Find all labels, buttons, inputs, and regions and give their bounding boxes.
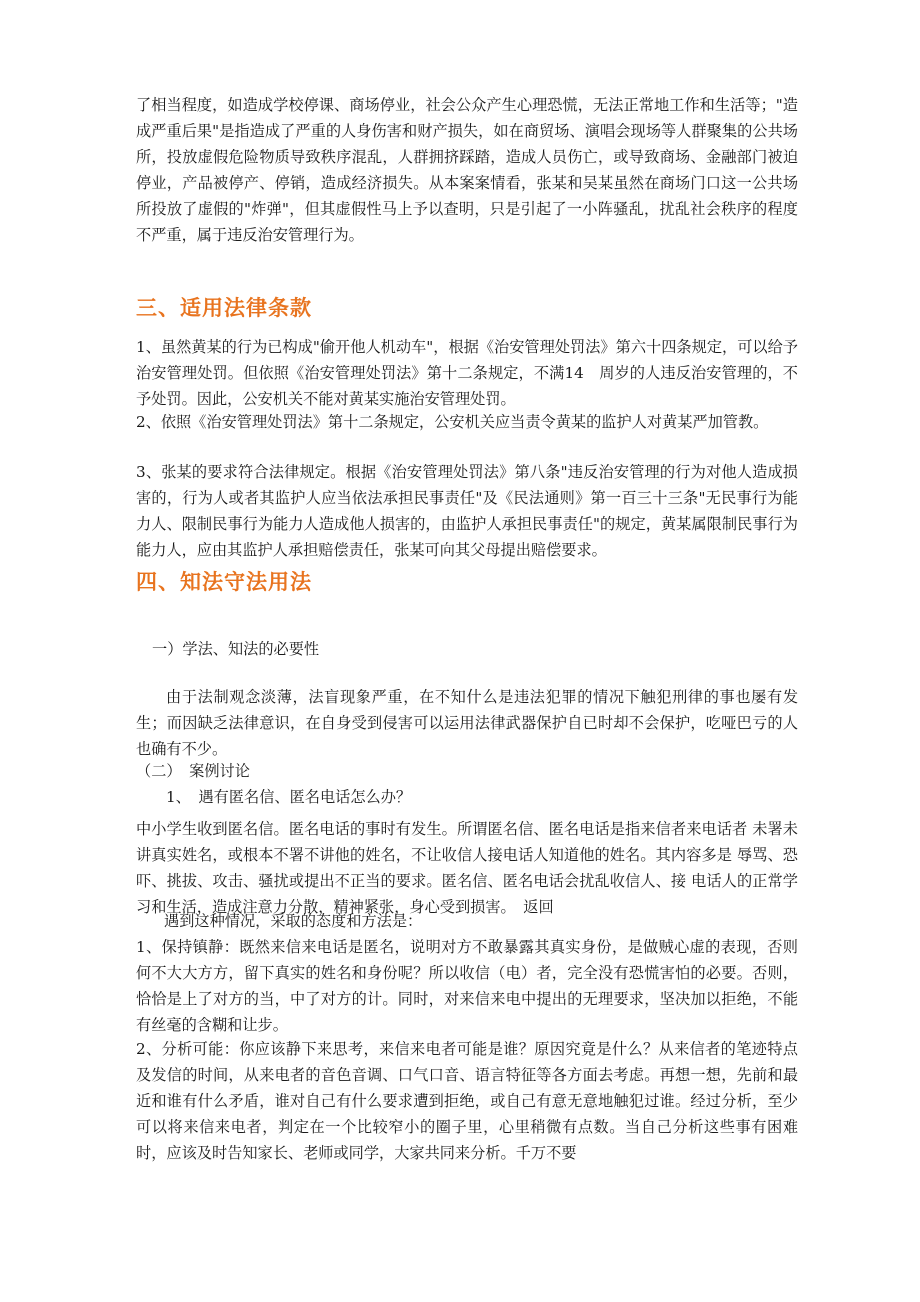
intro-paragraph: 了相当程度，如造成学校停课、商场停业，社会公众产生心理恐慌，无法正常地工作和生活等；"造成严重后果"是指造成了严重的人身伤害和财产损失，如在商贸场、演唱会现场等人群聚集的公共场所，投放虚假危险物质导致秩序混乱，人群拥挤踩踏，造成人员伤亡，或导致商场、金融部门被迫停业，产品被停产、停销，造成经济损失。从本案案情看，张某和吴某虽然在商场门口这一公共场所投放了虚假的"炸弹"，但其虚假性马上予以查明，只是引起了一小阵骚乱，扰乱社会秩序的程度不严重，属于违反治安管理行为。 (136, 96, 798, 244)
subsection1-paragraph: 由于法制观念淡薄，法盲现象严重，在不知什么是违法犯罪的情况下触犯刑律的事也屡有发生；而因缺乏法律意识，在自身受到侵害可以运用法律武器保护自已时却不会保护，吃哑巴亏的人也确有不少。 (136, 688, 798, 758)
section3-item-1: 1、虽然黄某的行为已构成"偷开他人机动车"，根据《治安管理处罚法》第六十四条规定，可以给予治安管理处罚。但依照《治安管理处罚法》第十二条规定，不满14 周岁的人违反治安管理的，不予处罚。因此，公安机关不能对黄某实施治安管理处罚。 (136, 338, 798, 408)
section4-heading: 四、知法守法用法 (136, 570, 312, 594)
section3-item-2: 2、依照《治安管理处罚法》第十二条规定，公安机关应当责令黄某的监护人对黄某严加管教。 (136, 413, 769, 431)
point-2: 2、分析可能：你应该静下来思考，来信来电者可能是谁？原因究竟是什么？从来信者的笔迹特点及发信的时间，从来电者的音色音调、口气口音、语言特征等各方面去考虑。再想一想，先前和最近和谁有什么矛盾，谁对自己有什么要求遭到拒绝，或自己有意无意地触犯过谁。经过分析，至少可以将来信来电者，判定在一个比较窄小的圈子里，心里稍微有点数。当自己分析这些事有困难时，应该及时告知家长、老师或同学，大家共同来分析。千万不要 (136, 1040, 798, 1162)
section3-item-3: 3、张某的要求符合法律规定。根据《治安管理处罚法》第八条"违反治安管理的行为对他人造成损害的，行为人或者其监护人应当依法承担民事责任"及《民法通则》第一百三十三条"无民事行为能力人、限制民事行为能力人造成他人损害的，由监护人承担民事责任"的规定，黄某属限制民事行为能力人，应由其监护人承担赔偿责任，张某可向其父母提出赔偿要求。 (136, 463, 798, 559)
subsection1-title: 一）学法、知法的必要性 (152, 640, 320, 658)
case1-paragraph: 中小学生收到匿名信。匿名电话的事时有发生。所谓匿名信、匿名电话是指来信者来电话者 未署未讲真实姓名，或根本不署不讲他的姓名，不让收信人接电话人知道他的姓名。其内容多是 辱骂、恐吓、挑拔、攻击、骚扰或提出不正当的要求。匿名信、匿名电话会扰乱收信人、接 电话人的正常学习和生活，造成注意力分散，精神紧张，身心受到损害。 返回 (136, 820, 798, 916)
section3-heading: 三、适用法律条款 (136, 296, 312, 320)
case1-intro: 遇到这种情况，采取的态度和方法是： (164, 912, 423, 930)
case1-title: 1、 遇有匿名信、匿名电话怎么办？ (166, 788, 412, 806)
point-1: 1、保持镇静：既然来信来电话是匿名，说明对方不敢暴露其真实身份，是做贼心虚的表现，否则何不大大方方，留下真实的姓名和身份呢？所以收信（电）者，完全没有恐慌害怕的必要。否则，恰恰是上了对方的当，中了对方的计。同时，对来信来电中提出的无理要求，坚决加以拒绝，不能有丝毫的含糊和让步。 (136, 938, 798, 1034)
subsection2-title: （二） 案例讨论 (136, 762, 250, 780)
